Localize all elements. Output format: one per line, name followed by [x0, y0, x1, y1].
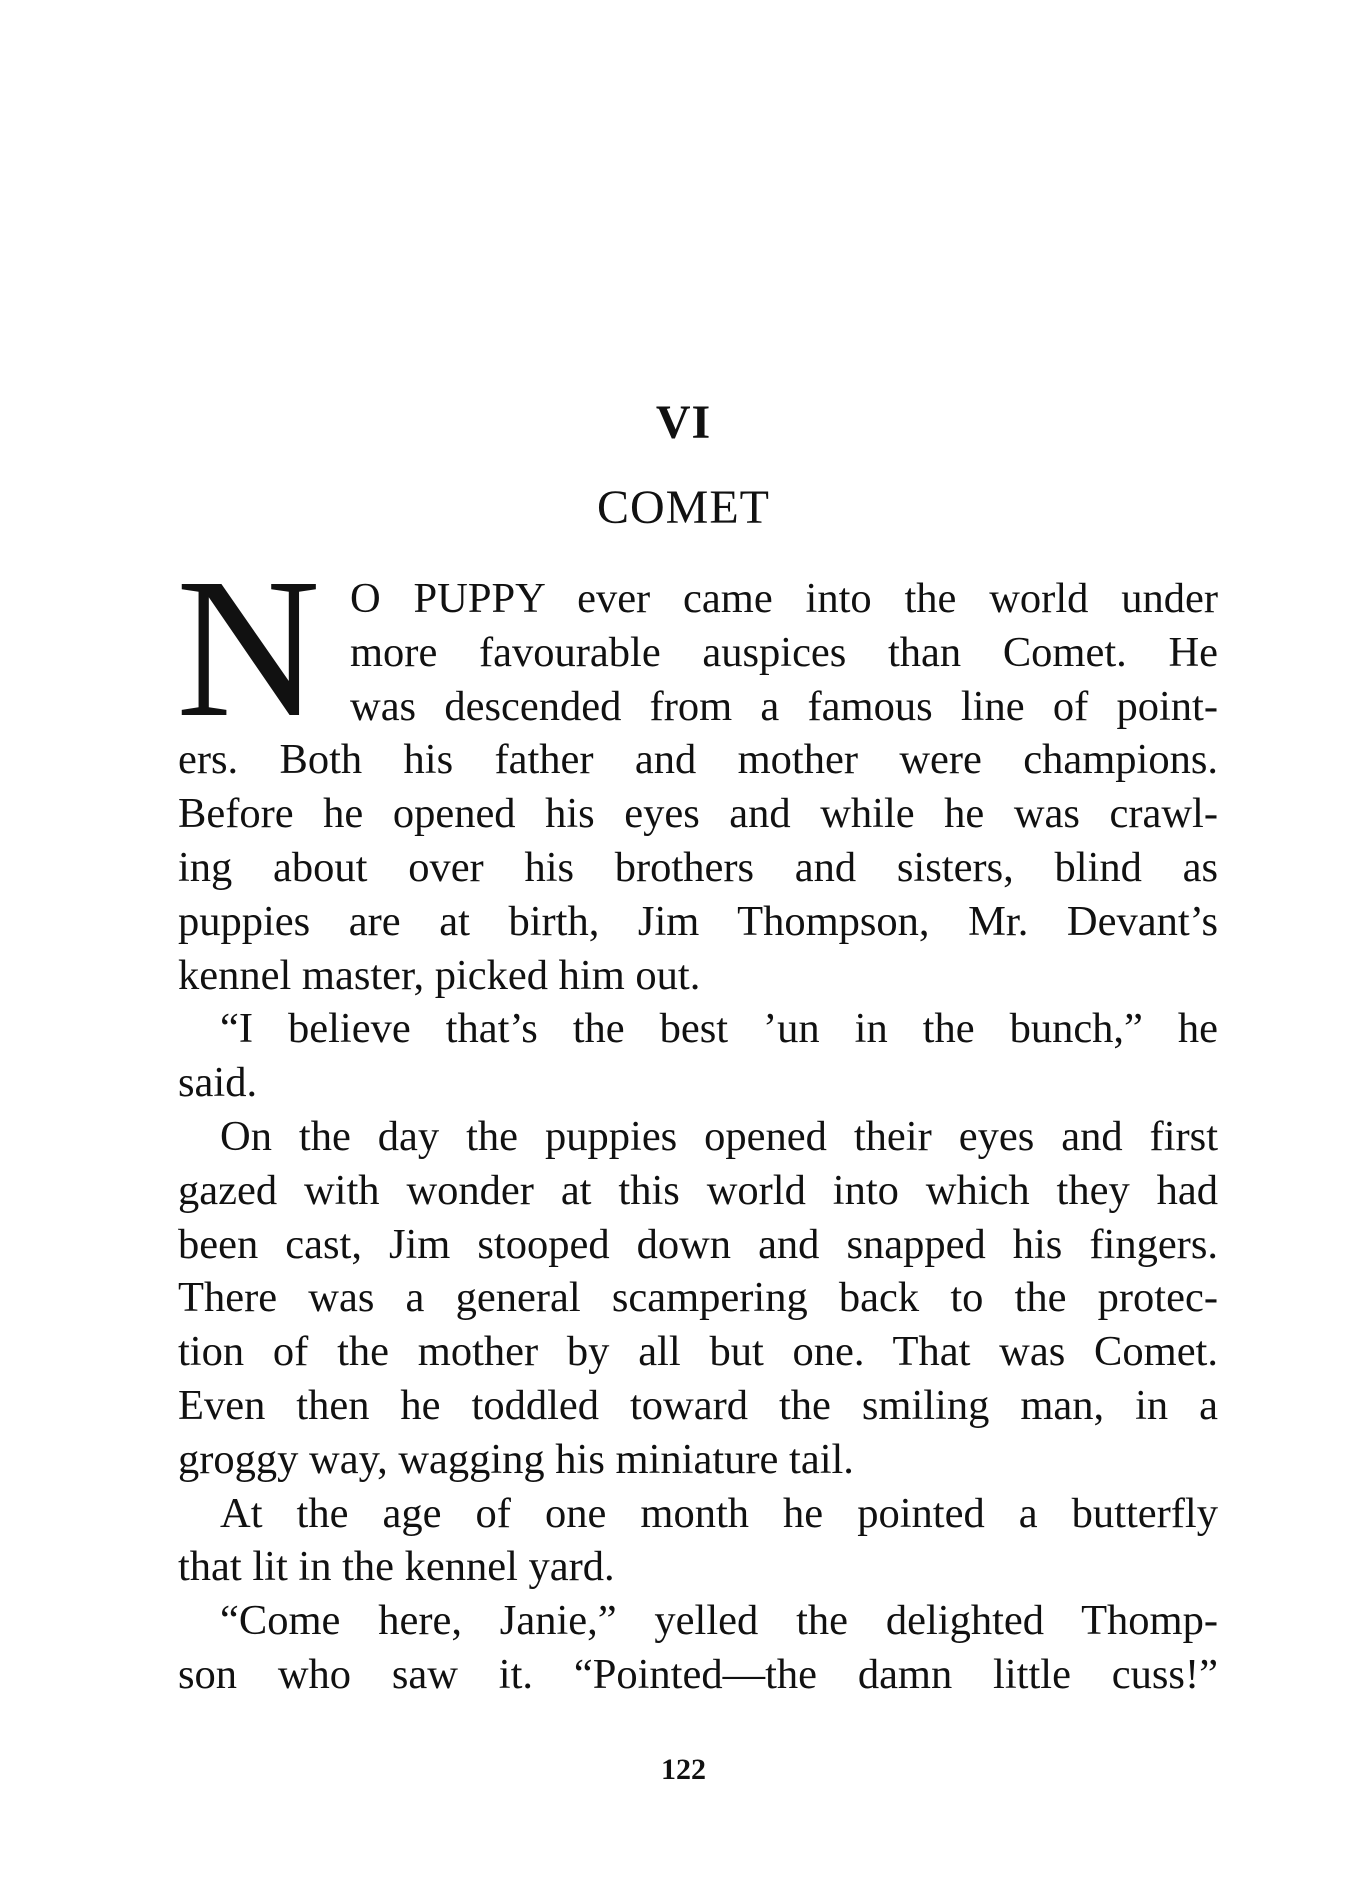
- text-line: “I believe that’s the best ’un in the bunch,” he: [220, 1005, 1218, 1053]
- text-line: At the age of one month he pointed a butterfly: [220, 1489, 1218, 1537]
- drop-cap: N: [176, 538, 321, 759]
- text-line: Before he opened his eyes and while he was crawl-: [178, 790, 1218, 838]
- text-line: that lit in the kennel yard.: [178, 1543, 615, 1591]
- text-line: On the day the puppies opened their eyes and first: [220, 1112, 1218, 1160]
- text-line: more favourable auspices than Comet. He: [350, 628, 1218, 676]
- text-line: kennel master, picked him out.: [178, 951, 701, 999]
- text-line: been cast, Jim stooped down and snapped his fingers.: [178, 1220, 1218, 1268]
- text-line: ing about over his brothers and sisters, blind as: [178, 843, 1218, 891]
- text-line: was descended from a famous line of point-: [350, 682, 1218, 730]
- text-line: son who saw it. “Pointed—the damn little cuss!”: [178, 1650, 1218, 1698]
- text-line: puppies are at birth, Jim Thompson, Mr. Devant’s: [178, 897, 1218, 945]
- text-line: There was a general scampering back to the protec-: [178, 1274, 1218, 1322]
- body-text: [176, 538, 1218, 1702]
- text-line: “Come here, Janie,” yelled the delighted Thomp-: [220, 1597, 1218, 1645]
- text-line: Even then he toddled toward the smiling man, in a: [178, 1381, 1218, 1429]
- text-line: O PUPPY ever came into the world under: [350, 575, 1218, 622]
- chapter-number: VI: [655, 396, 712, 449]
- text-line: groggy way, wagging his miniature tail.: [178, 1435, 854, 1483]
- text-line: tion of the mother by all but one. That was Comet.: [178, 1328, 1218, 1376]
- text-line: ers. Both his father and mother were champions.: [178, 736, 1218, 784]
- chapter-title: COMET: [597, 481, 770, 534]
- text-line: gazed with wonder at this world into which they had: [178, 1166, 1218, 1214]
- text-line: said.: [178, 1059, 258, 1107]
- page-number: 122: [661, 1753, 706, 1786]
